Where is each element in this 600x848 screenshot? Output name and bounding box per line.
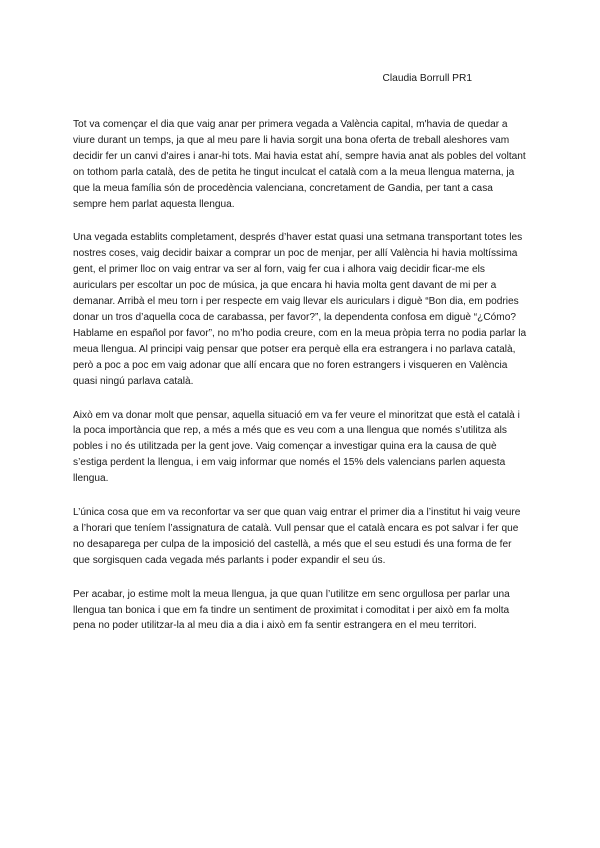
essay-body [73,117,528,652]
paragraph-4: L’única cosa que em va reconfortar va ser que quan vaig entrar el primer dia a l’institut hi vaig veure a l’horari que teníem l’assignatura de català. Vull pensar que el català encara es pot salvar i fer que no desaparega per culpa de la imposició del castellà, a més que el seu estudi és una forma de fer que sorgisquen cada vegada més parlants i poder expandir el seu ús. [73,507,521,566]
paragraph-1: Tot va començar el dia que vaig anar per primera vegada a València capital, m'havia de quedar a viure durant un temps, ja que al meu pare li havia sorgit una bona oferta de treball aleshores vam decidir fer un canvi d'aires i anar-hi tots. Mai havia estat ahí, sempre havia anat als pobles del voltant on tothom parla català, des de petita he tingut inculcat el català com a la meua llengua materna, ja que la meua família són de procedència valenciana, concretament de Gandia, per tant a casa sempre hem parlat aquesta llengua. [73,119,526,210]
paragraph-2: Una vegada establits completament, després d’haver estat quasi una setmana transportant totes les nostres coses, vaig decidir baixar a comprar un poc de menjar, per allí València hi havia moltíssima gent, el primer lloc on vaig entrar va ser al forn, vaig fer cua i alhora vaig decidir ficar-me els auriculars per escoltar un poc de música, ja que encara hi havia molta gent davant de mi per a demanar. Arribà el meu torn i per respecte em vaig llevar els auriculars i diguè “Bon dia, em podries donar un tros d’aquella coca de carabassa, per favor?”, la dependenta confosa em diguè “¿Cómo? Hablame en español por favor”, no m’ho podia creure, com en la meua pròpia terra no podia parlar la meua llengua. Al principi vaig pensar que potser era perquè ella era estrangera i no parlava català, però a poc a poc em vaig adonar que allí encara que no foren estrangers i visqueren en València quasi ningú parlava català. [73,232,527,387]
paragraph-3: Això em va donar molt que pensar, aquella situació em va fer veure el minoritzat que està el català i la poca importància que rep, a més a més que es veu com a una llengua que només s’utilitza als pobles i no és utilitzada per la gent jove. Vaig començar a investigar quina era la causa de què s’estiga perdent la llengua, i em vaig informar que només el 15% dels valencians parlen aquesta llengua. [73,409,520,485]
author-line: Claudia Borrull PR1 [382,73,472,84]
paragraph-5: Per acabar, jo estime molt la meua llengua, ja que quan l’utilitze em senc orgullosa per parlar una llengua tan bonica i que em fa tindre un sentiment de proximitat i comoditat i per això em fa molta pena no poder utilitzar-la al meu dia a dia i això em fa sentir estrangera en el meu territori. [73,588,510,632]
